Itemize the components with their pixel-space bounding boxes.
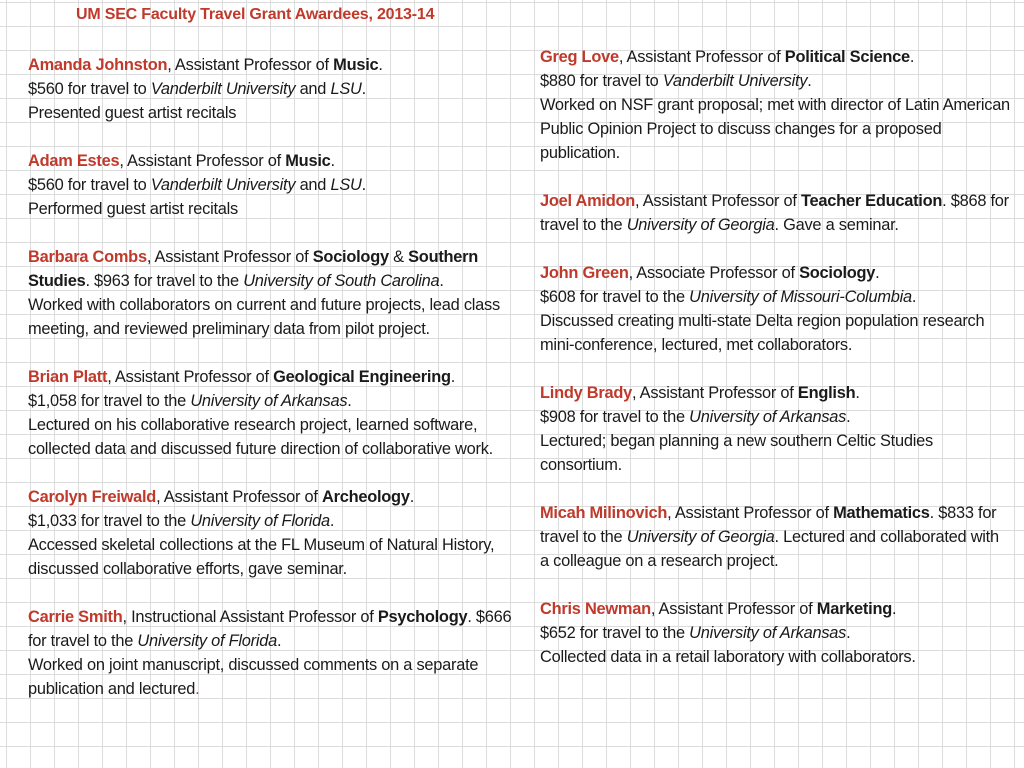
amount-text: . Lectured and collaborated with a colleague on a research project. (540, 528, 999, 570)
awardee-entry (28, 245, 528, 341)
awardee-header-line (540, 597, 1010, 621)
awardee-name: Micah Milinovich (540, 504, 668, 522)
award-amount-line (540, 69, 1010, 93)
awardee-name: Barbara Combs (28, 248, 147, 266)
award-amount-line (540, 405, 1010, 429)
department: Teacher Education (800, 192, 943, 210)
destination: University of Arkansas (689, 624, 847, 642)
awardee-entry (540, 189, 1010, 237)
department: Archeology (322, 488, 410, 506)
amount-text: . (329, 512, 335, 530)
activity-description: Accessed skeletal collections at the FL Museum of Natural History, discussed collaborative efforts, gave seminar. (28, 536, 495, 578)
award-amount-line (540, 621, 1010, 645)
awardee-name: John Green (540, 264, 629, 282)
activity-description: Performed guest artist recitals (28, 200, 238, 218)
department: Marketing (816, 600, 892, 618)
awardee-header-line (28, 248, 478, 290)
destination: University of Florida (137, 632, 277, 650)
amount-text: . (361, 176, 366, 194)
activity-description: Worked with collaborators on current and future projects, lead class meeting, and reviewed preliminary data from pilot project. (28, 296, 500, 338)
awardee-name: Brian Platt (28, 368, 108, 386)
role-text: . $868 for travel to the (540, 192, 1009, 234)
awardee-entry (540, 501, 1010, 573)
role-text: . $833 for travel to the (540, 504, 997, 546)
amount-text: . Gave a seminar. (774, 216, 899, 234)
amount-text: . (276, 632, 282, 650)
awardee-entry (540, 597, 1010, 669)
role-text: . (909, 48, 915, 66)
awardee-header-line (28, 365, 528, 389)
destination: University of Arkansas (190, 392, 348, 410)
role-text: . (855, 384, 860, 402)
awardee-name: Carrie Smith (28, 608, 123, 626)
role-text: . (450, 368, 456, 386)
role-text: , Assistant Professor of (667, 504, 834, 522)
department: Music (333, 56, 379, 74)
role-text: . $666 for travel to the (28, 608, 512, 650)
amount-text: and (295, 80, 331, 98)
department: Sociology (799, 264, 876, 282)
awardee-name: Adam Estes (28, 152, 120, 170)
awardee-name: Carolyn Freiwald (28, 488, 157, 506)
awardee-name: Chris Newman (540, 600, 651, 618)
destination: University of Arkansas (689, 408, 847, 426)
awardee-entry (28, 485, 528, 581)
left-column (28, 53, 528, 725)
destination: LSU (330, 80, 362, 98)
role-text: . (330, 152, 335, 170)
department: Mathematics (833, 504, 930, 522)
amount-text: . (911, 288, 917, 306)
awardee-entry (28, 605, 528, 701)
role-text: , Assistant Professor of (650, 600, 817, 618)
activity-description: Worked on NSF grant proposal; met with director of Latin American Public Opinion Project to discuss changes for a proposed publication. (540, 96, 1010, 162)
awardee-entry (28, 149, 528, 221)
awardee-entry (540, 381, 1010, 477)
destination: Vanderbilt University (662, 72, 808, 90)
award-amount-line (540, 285, 1010, 309)
awardee-header-line (28, 485, 528, 509)
destination: University of Georgia (626, 528, 775, 546)
award-amount-line (28, 389, 528, 413)
awardee-entry (28, 53, 528, 125)
department: Psychology (377, 608, 468, 626)
activity-description: Collected data in a retail laboratory with collaborators. (540, 648, 916, 666)
role-text: , Assistant Professor of (146, 248, 313, 266)
destination: University of South Carolina (243, 272, 440, 290)
award-amount-line (28, 77, 528, 101)
amount-text: $908 for travel to the (540, 408, 690, 426)
role-text: & (388, 248, 409, 266)
awardee-name: Greg Love (540, 48, 619, 66)
amount-text: . (846, 624, 851, 642)
role-text: . (378, 56, 383, 74)
amount-text: $560 for travel to (28, 80, 151, 98)
activity-end-mark: . (195, 680, 200, 698)
role-text: . $963 for travel to the (85, 272, 244, 290)
awardee-header-line (540, 192, 1009, 234)
role-text: , Assistant Professor of (631, 384, 798, 402)
activity-description (28, 653, 528, 701)
role-text: , Assistant Professor of (107, 368, 274, 386)
award-amount-line (28, 509, 528, 533)
amount-text: . (439, 272, 444, 290)
amount-text: $1,058 for travel to the (28, 392, 191, 410)
awardee-header-line (540, 45, 1010, 69)
destination: University of Georgia (626, 216, 775, 234)
amount-text: . (347, 392, 352, 410)
awardee-header-line (540, 261, 1010, 285)
activity-description: Presented guest artist recitals (28, 104, 237, 122)
destination: University of Florida (190, 512, 330, 530)
awardee-entry (28, 365, 528, 461)
awardee-entry (540, 45, 1010, 165)
amount-text: and (295, 176, 331, 194)
role-text: , Assistant Professor of (156, 488, 323, 506)
department: Geological Engineering (273, 368, 451, 386)
awardee-header-line (540, 504, 999, 570)
role-text: , Instructional Assistant Professor of (122, 608, 378, 626)
amount-text: $652 for travel to the (540, 624, 690, 642)
activity-text: Worked on joint manuscript, discussed comments on a separate publication and lectured (28, 656, 479, 698)
awardee-header-line (28, 149, 528, 173)
role-text: , Assistant Professor of (618, 48, 785, 66)
activity-description: Lectured; began planning a new southern Celtic Studies consortium. (540, 432, 933, 474)
destination: Vanderbilt University (150, 80, 296, 98)
role-text: , Assistant Professor of (635, 192, 801, 210)
department: Sociology (312, 248, 389, 266)
right-column (540, 45, 1010, 693)
amount-text: . (846, 408, 851, 426)
role-text: , Assistant Professor of (119, 152, 286, 170)
role-text: . (875, 264, 880, 282)
role-text: . (891, 600, 897, 618)
award-amount-line (28, 173, 528, 197)
activity-description: Discussed creating multi-state Delta region population research mini-conference, lectured, met collaborators. (540, 312, 985, 354)
activity-description: Lectured on his collaborative research project, learned software, collected data and discussed future direction of collaborative work. (28, 416, 493, 458)
role-text: , Associate Professor of (628, 264, 800, 282)
department: Southern Studies (28, 248, 479, 290)
amount-text: $560 for travel to (28, 176, 151, 194)
awardee-header-line (540, 381, 1010, 405)
amount-text: $880 for travel to (540, 72, 663, 90)
amount-text: $608 for travel to the (540, 288, 690, 306)
awardee-name: Lindy Brady (540, 384, 632, 402)
awardee-entry (540, 261, 1010, 357)
department: English (797, 384, 856, 402)
awardee-name: Joel Amidon (540, 192, 635, 210)
amount-text: . (807, 72, 812, 90)
amount-text: $1,033 for travel to the (28, 512, 191, 530)
department: Music (285, 152, 331, 170)
awardee-header-line (28, 608, 511, 650)
destination: Vanderbilt University (150, 176, 296, 194)
amount-text: . (361, 80, 366, 98)
awardee-header-line (28, 53, 528, 77)
role-text: . (409, 488, 414, 506)
awardee-name: Amanda Johnston (28, 56, 168, 74)
destination: LSU (330, 176, 362, 194)
destination: University of Missouri-Columbia (689, 288, 912, 306)
page-title: UM SEC Faculty Travel Grant Awardees, 2013-14 (76, 6, 435, 23)
department: Political Science (784, 48, 910, 66)
role-text: , Assistant Professor of (167, 56, 334, 74)
